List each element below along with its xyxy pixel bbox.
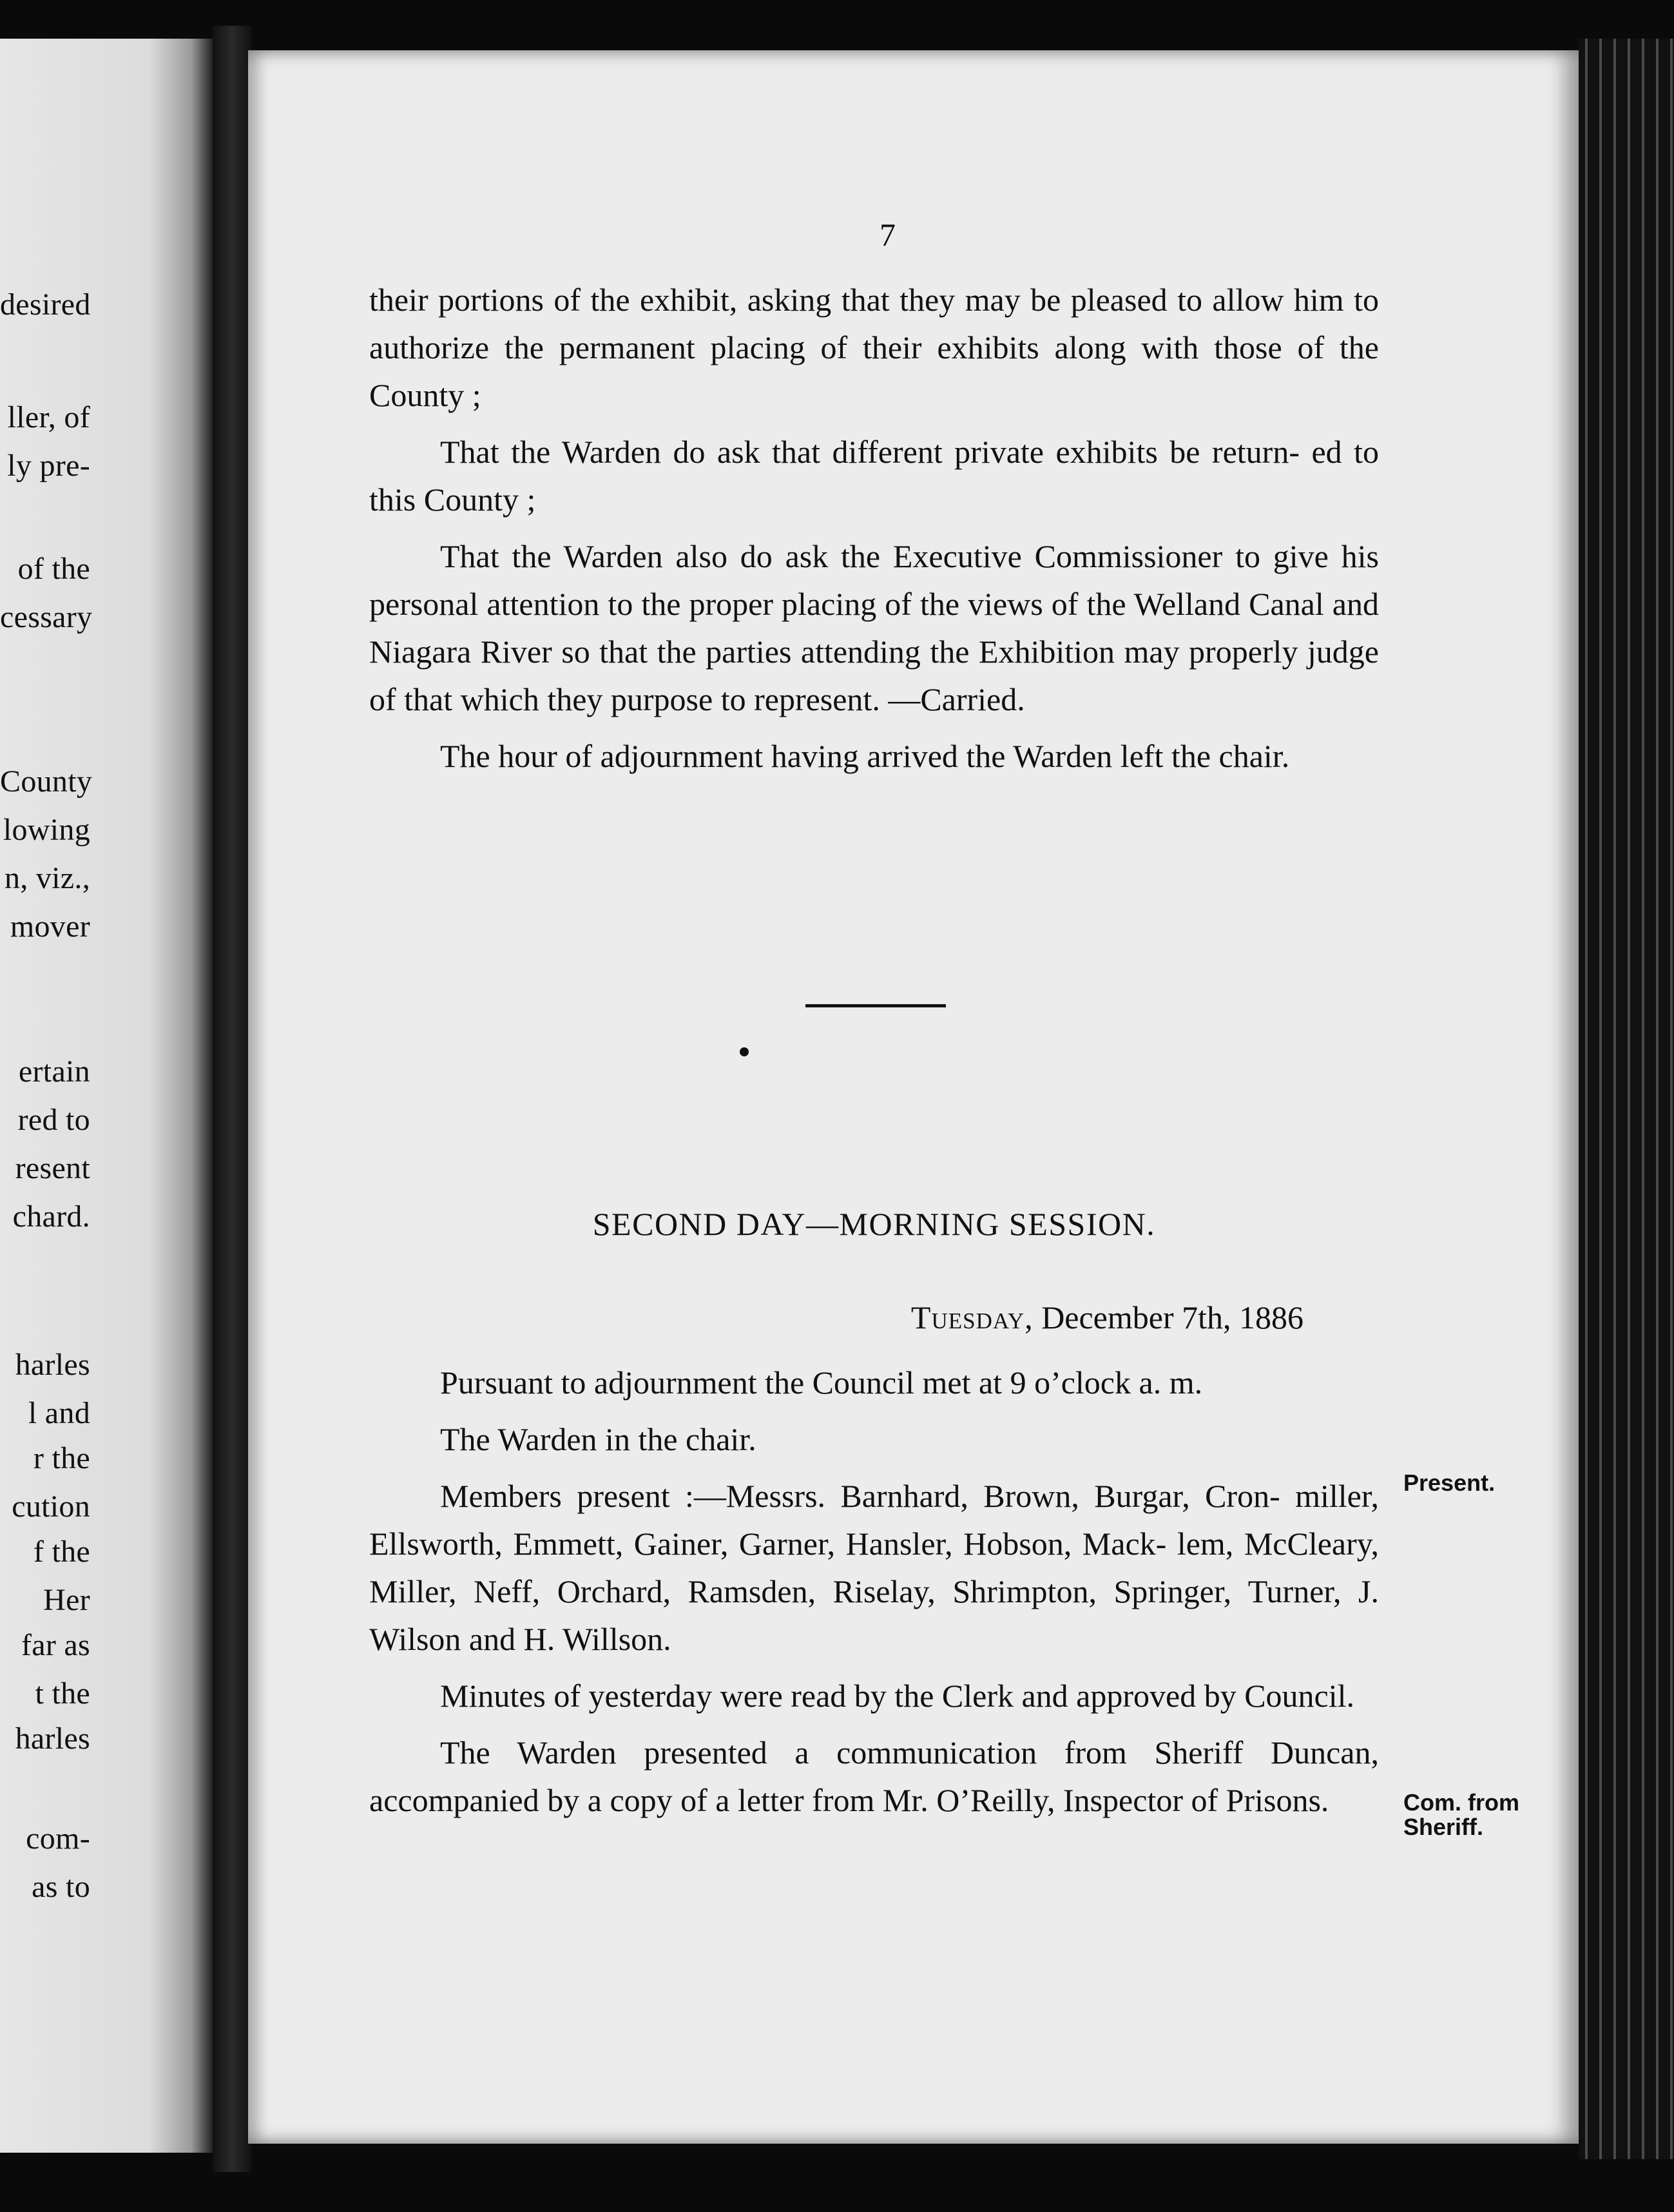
- session-date: [369, 1299, 1304, 1336]
- previous-page-fragment: com-: [26, 1821, 90, 1856]
- paragraph-warden-chair: The Warden in the chair.: [440, 1421, 756, 1457]
- session-date-day: Tuesday,: [910, 1299, 1034, 1335]
- top-body-text: [369, 276, 1379, 789]
- bottom-body-text: [369, 1359, 1379, 1833]
- paragraph-private-exhibits: That the Warden do ask that different private exhibits be return- ed to this County ;: [369, 434, 1379, 518]
- page-edge-stack: [1579, 39, 1674, 2159]
- previous-page-fragment: ertain: [18, 1054, 90, 1089]
- previous-page-fragment: desired: [0, 287, 91, 322]
- previous-page-fragment: f the: [33, 1535, 90, 1569]
- previous-page-fragment: ller, of: [7, 400, 90, 434]
- margin-note-com-from-sheriff: Com. from Sheriff.: [1403, 1789, 1519, 1840]
- previous-page-fragment: red to: [17, 1103, 90, 1137]
- previous-page-fragment: lowing: [3, 813, 90, 847]
- previous-page-fragment: County: [0, 764, 93, 799]
- paragraph-minutes: Minutes of yesterday were read by the Clerk and approved by Council.: [440, 1678, 1355, 1714]
- previous-page-fragment: harles: [15, 1722, 90, 1756]
- previous-page-fragment: harles: [15, 1348, 90, 1382]
- previous-page-fragment: as to: [32, 1870, 90, 1904]
- ink-speck: [740, 1047, 749, 1056]
- previous-page-fragment: t the: [35, 1676, 90, 1711]
- previous-page-fragment: n, viz.,: [4, 861, 90, 895]
- margin-note-present: Present.: [1403, 1470, 1496, 1496]
- paragraph-members-present: Members present :—Messrs. Barnhard, Brown, Burgar, Cron- miller, Ellsworth, Emmett, Gainer, Garner, Hansler, Hobson, Mack- lem, McCleary, Miller, Neff, Orchard, Ramsden, Riselay, Shrimpton, Springer, Turner, J. Wilson and H. Willson.: [369, 1478, 1379, 1657]
- previous-page-fragment: cution: [12, 1489, 90, 1524]
- paragraph-sheriff-communication: The Warden presented a communication from Sheriff Duncan, accompanied by a copy of a letter from Mr. O’Reilly, Inspector of Prisons.: [369, 1734, 1379, 1818]
- book-gutter: [213, 26, 251, 2172]
- previous-page-fragment: Her: [43, 1583, 90, 1617]
- previous-page-fragment: ly pre-: [7, 449, 90, 483]
- previous-page-fragment: resent: [15, 1151, 90, 1185]
- paragraph-executive-commissioner: That the Warden also do ask the Executive Commissioner to give his personal attention to the proper placing of the views of the Welland Canal and Niagara River so that the parties attending the Exhibition may properly judge of that which they purpose to represent. —Carried.: [369, 538, 1379, 717]
- session-heading: SECOND DAY—MORNING SESSION.: [592, 1206, 1156, 1242]
- previous-page-fragment: mover: [10, 909, 90, 944]
- previous-page-fragment: l and: [28, 1396, 90, 1430]
- paragraph-exhibit-continuation: their portions of the exhibit, asking that they may be pleased to allow him to authorize the permanent placing of their exhibits along with those of the County ;: [369, 282, 1379, 413]
- previous-page-fragment: cessary: [0, 600, 93, 634]
- previous-page-fragment: of the: [17, 552, 90, 586]
- section-divider-rule: [805, 1004, 946, 1007]
- page-number: 7: [880, 217, 896, 253]
- paragraph-council-met: Pursuant to adjournment the Council met at 9 o’clock a. m.: [440, 1364, 1203, 1401]
- previous-page-fragment: r the: [33, 1441, 90, 1475]
- session-date-text: December 7th, 1886: [1033, 1299, 1304, 1335]
- previous-page-strip: [0, 39, 213, 2153]
- previous-page-fragment: far as: [21, 1628, 90, 1662]
- previous-page-fragment: chard.: [12, 1199, 90, 1234]
- paragraph-adjournment: The hour of adjournment having arrived the Warden left the chair.: [440, 738, 1290, 774]
